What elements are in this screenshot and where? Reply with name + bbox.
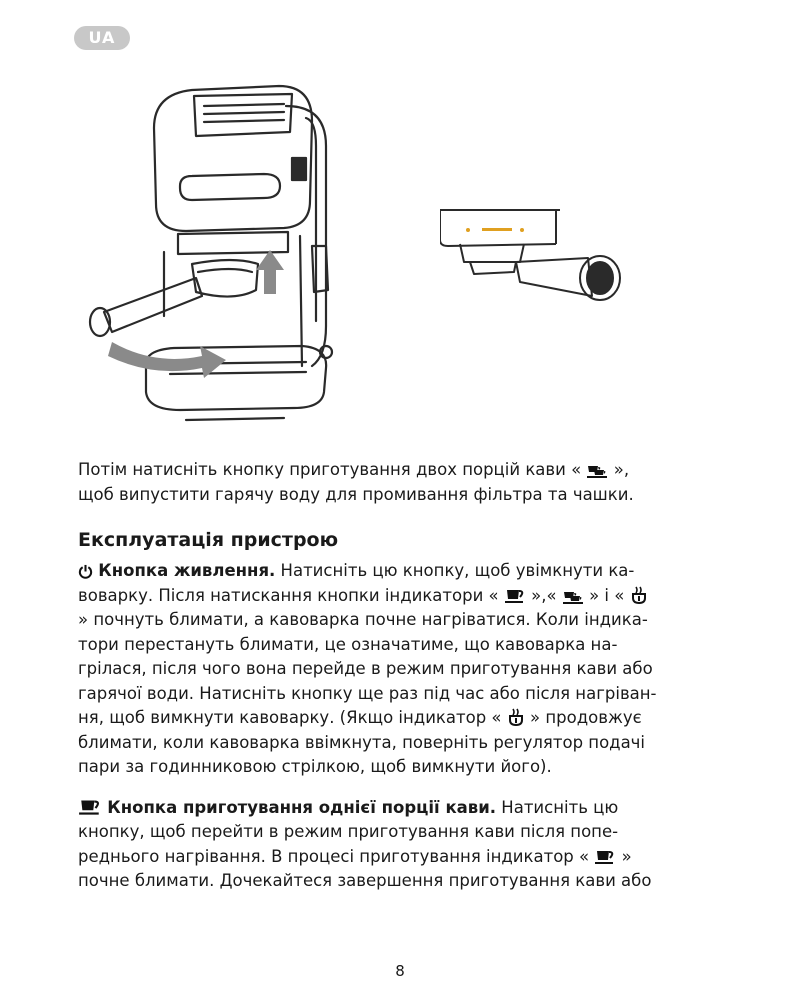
text-segment: » продовжує bbox=[530, 708, 642, 727]
double-cup-icon bbox=[586, 462, 608, 478]
text-segment: пари за годинниковою стрілкою, щоб вимкнути його). bbox=[78, 757, 552, 776]
text-segment: блимати, коли кавоварка ввімкнута, поверніть регулятор подачі bbox=[78, 732, 646, 752]
double-cup-icon bbox=[562, 588, 584, 604]
power-title: Кнопка живлення. bbox=[98, 561, 276, 580]
text-segment: ня, щоб вимкнути кавоварку. (Якщо індикатор « bbox=[78, 708, 502, 727]
text-segment: гарячої води. Натисніть кнопку ще раз під час або після нагріван- bbox=[78, 683, 657, 703]
power-paragraph bbox=[78, 559, 728, 780]
text-segment: тори перестануть блимати, це означатиме, що кавоварка на- bbox=[78, 634, 618, 654]
language-badge: UA bbox=[74, 26, 130, 50]
coffee-machine-illustration bbox=[74, 66, 374, 436]
text-segment: » і « bbox=[589, 585, 625, 605]
section-title: Експлуатація пристрою bbox=[78, 529, 339, 551]
text-segment: », bbox=[613, 460, 630, 479]
text-segment: реднього нагрівання. В процесі приготування індикатор « bbox=[78, 846, 590, 866]
single-cup-title: Кнопка приготування однієї порції кави. bbox=[107, 797, 497, 817]
text-segment: воварку. Після натискання кнопки індикатори « bbox=[78, 585, 499, 605]
text-segment: Потім натисніть кнопку приготування двох порцій кави « bbox=[78, 460, 582, 479]
steam-icon bbox=[507, 708, 525, 726]
steam-icon bbox=[630, 586, 648, 604]
single-cup-icon bbox=[78, 798, 102, 816]
single-cup-icon bbox=[504, 588, 526, 604]
content-area bbox=[78, 458, 728, 894]
text-segment: Натисніть цю кнопку, щоб увімкнути ка- bbox=[275, 561, 635, 580]
text-segment: щоб випустити гарячу воду для промивання фільтра та чашки. bbox=[78, 484, 634, 504]
rinse-paragraph bbox=[78, 458, 728, 507]
text-segment: »,« bbox=[531, 585, 557, 605]
text-segment: кнопку, щоб перейти в режим приготування кави після попе- bbox=[78, 822, 619, 841]
text-segment: » bbox=[621, 846, 632, 866]
text-segment: грілася, після чого вона перейде в режим приготування кави або bbox=[78, 659, 653, 678]
page-number: 8 bbox=[395, 962, 405, 980]
single-cup-paragraph bbox=[78, 796, 728, 894]
text-segment: почне блимати. Дочекайтеся завершення приготування кави або bbox=[78, 871, 652, 890]
text-segment: Натисніть цю bbox=[496, 797, 619, 817]
portafilter-illustration bbox=[440, 200, 640, 310]
power-icon bbox=[78, 564, 93, 579]
single-cup-icon bbox=[594, 849, 616, 865]
text-segment: » почнуть блимати, а кавоварка почне нагріватися. Коли індика- bbox=[78, 610, 648, 629]
